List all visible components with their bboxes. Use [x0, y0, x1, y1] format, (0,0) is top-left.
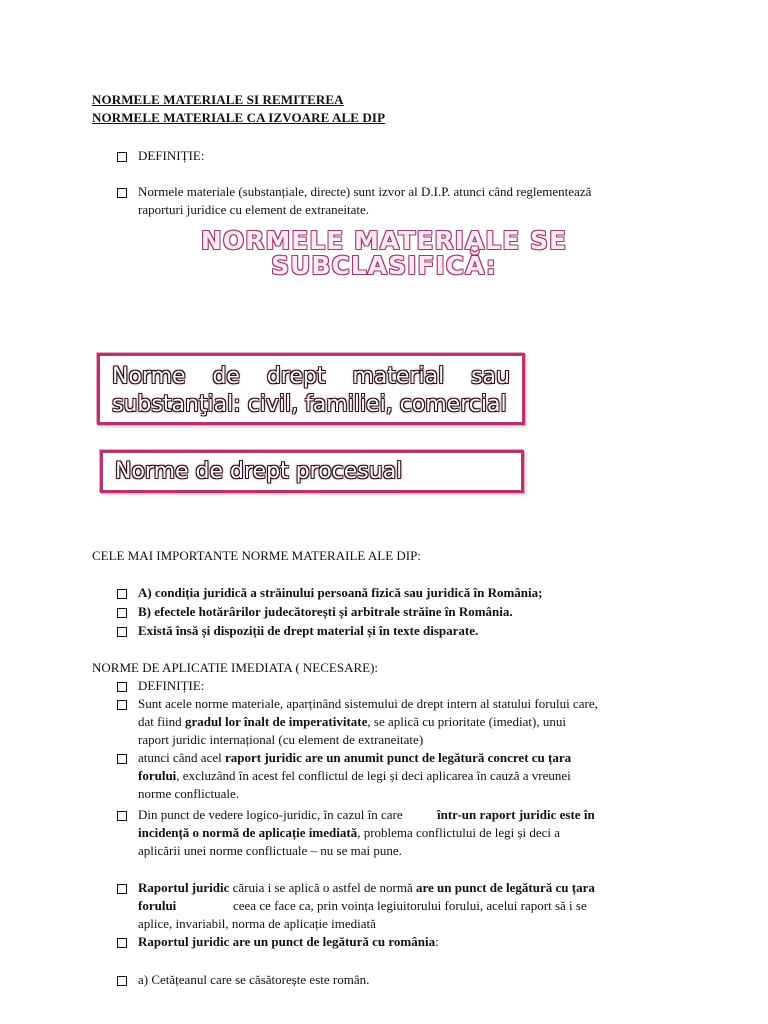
intro-text-line-2: raporturi juridice cu element de extraneitate. — [138, 202, 369, 217]
immediate-p6: a) Cetățeanul care se căsătorește este român. — [138, 972, 370, 987]
text-run: dat fiind — [138, 714, 185, 729]
text-run: Din punct de vedere logico-juridic, în cazul în care — [138, 807, 403, 822]
text-run: , excluzând în acest fel conflictul de legi și deci aplicarea în cauză a vreunei — [176, 768, 571, 783]
text-run: atunci când acel — [138, 750, 225, 765]
checkbox-icon — [117, 811, 127, 821]
checkbox-icon — [117, 976, 127, 986]
immediate-p3-line-1 — [138, 806, 595, 824]
text-run: , se aplică cu prioritate (imediat), unui — [367, 714, 566, 729]
document-title-2: NORMELE MATERIALE CA IZVOARE ALE DIP — [92, 110, 386, 125]
emphasis-text: raport juridic are un anumit punct de legătură concret cu țara — [224, 750, 572, 765]
checkbox-icon — [117, 754, 127, 764]
emphasis-text: într-un raport juridic este în — [437, 807, 595, 822]
immediate-p1-line-3: raport juridic internațional (cu element de extraneitate) — [138, 732, 424, 747]
material-law-box — [97, 353, 525, 425]
immediate-p2-line-1 — [138, 749, 571, 767]
document-title-1: NORMELE MATERIALE SI REMITEREA — [92, 92, 344, 107]
material-law-row-1 — [112, 364, 510, 389]
immediate-p1-line-2 — [138, 713, 566, 731]
immediate-p4-line-3: aplice, invariabil, norma de aplicație imediată — [138, 916, 376, 931]
emphasis-text: Raportul juridic are un punct de legătură cu românia — [138, 934, 436, 949]
checkbox-icon — [117, 884, 127, 894]
immediate-p2-line-3: norme conflictuale. — [138, 786, 240, 801]
material-law-row-2: substanţial: civil, familiei, comercial — [112, 392, 507, 417]
wordart-heading-line-2: SUBCLASIFICĂ: — [271, 251, 497, 280]
emphasis-text: are un punct de legătură cu țara — [415, 880, 595, 895]
immediate-p1-line-1: Sunt acele norme materiale, aparținând sistemului de drept intern al statului forului care, — [138, 696, 598, 711]
immediate-p3-line-2 — [138, 824, 560, 842]
important-norms-heading: CELE MAI IMPORTANTE NORME MATERAILE ALE DIP: — [92, 548, 421, 563]
emphasis-text: incidență o normă de aplicație imediată — [138, 825, 358, 840]
intro-text-line-1: Normele materiale (substanțiale, directe) sunt izvor al D.I.P. atunci când reglementează — [138, 184, 592, 199]
definition-label: DEFINIȚIE: — [138, 148, 205, 163]
checkbox-icon — [117, 938, 127, 948]
immediate-norms-heading: NORME DE APLICATIE IMEDIATA ( NECESARE): — [92, 660, 379, 675]
text-run: : — [435, 934, 439, 949]
procedural-law-box — [100, 450, 524, 493]
important-item-a: A) condiția juridică a străinului persoană fizică sau juridică în România; — [138, 585, 543, 600]
important-item-c: Există însă și dispoziții de drept material și în texte disparate. — [138, 623, 479, 638]
checkbox-icon — [117, 682, 127, 692]
checkbox-icon — [117, 700, 127, 710]
text-run: , problema conflictului de legi și deci a — [357, 825, 561, 840]
immediate-p4-line-1 — [138, 879, 595, 897]
box-word: Norme — [112, 364, 186, 389]
text-run: ceea ce face ca, prin voința legiuitorului forului, acelui raport să i se — [233, 898, 587, 913]
immediate-p3-line-3: aplicării unei norme conflictuale – nu se mai pune. — [138, 843, 402, 858]
box-word: drept — [266, 364, 326, 389]
box-word: material — [352, 364, 445, 389]
emphasis-text: Raportul juridic — [138, 880, 230, 895]
box-word: de — [212, 364, 240, 389]
emphasis-text: forului — [138, 768, 177, 783]
checkbox-icon — [117, 627, 127, 637]
important-item-b: B) efectele hotărârilor judecătorești și arbitrale străine în România. — [138, 604, 513, 619]
box-word: sau — [471, 364, 510, 389]
wordart-heading-line-1: NORMELE MATERIALE SE — [200, 226, 568, 255]
emphasis-text: forului — [138, 898, 177, 913]
checkbox-icon — [117, 152, 127, 162]
emphasis-text: gradul lor înalt de imperativitate — [184, 714, 368, 729]
text-run: căruia i se aplică o astfel de normă — [229, 880, 416, 895]
immediate-p4-line-2 — [138, 897, 587, 915]
checkbox-icon — [117, 608, 127, 618]
immediate-definition-label: DEFINIȚIE: — [138, 678, 205, 693]
immediate-p2-line-2 — [138, 767, 571, 785]
checkbox-icon — [117, 589, 127, 599]
procedural-law-text: Norme de drept procesual — [115, 459, 403, 484]
checkbox-icon — [117, 188, 127, 198]
immediate-p5 — [138, 933, 439, 951]
